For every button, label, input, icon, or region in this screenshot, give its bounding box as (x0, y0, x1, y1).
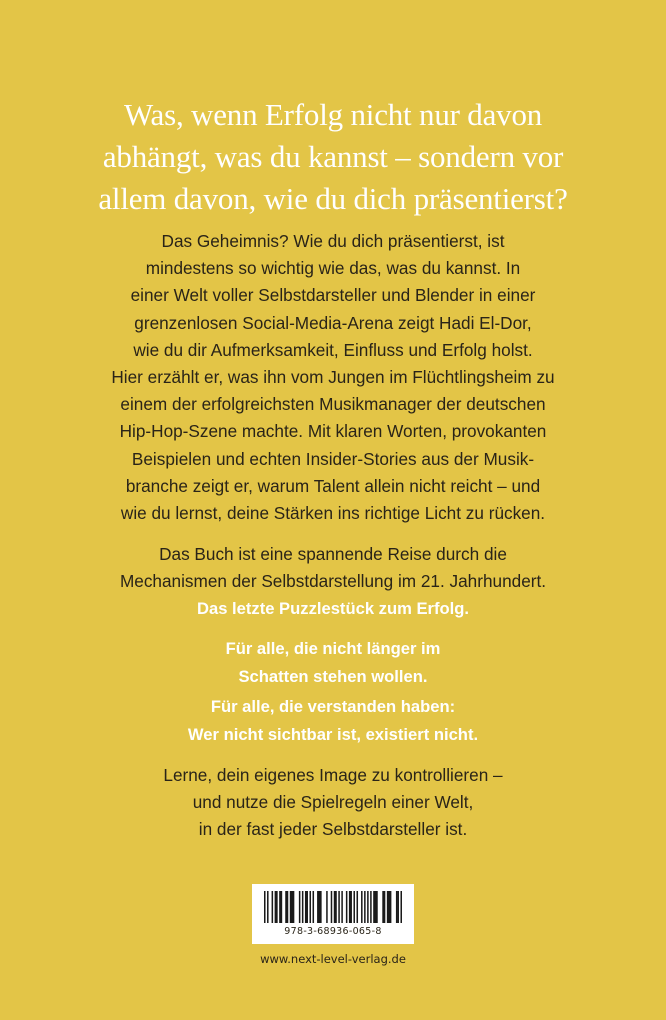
accent-shadow (40, 635, 626, 690)
barcode-bar (396, 891, 398, 923)
paragraph-line: Mechanismen der Selbstdarstellung im 21. Jahrhundert. (119, 571, 547, 592)
barcode-bar (299, 891, 301, 923)
barcode-bar (341, 891, 343, 923)
barcode-bar (305, 891, 308, 923)
paragraph-journey (40, 541, 626, 595)
barcode-bar (349, 891, 352, 923)
barcode-bar (313, 891, 315, 923)
barcode-bar (309, 891, 311, 923)
headline-line: Was, wenn Erfolg nicht nur davon (123, 97, 543, 132)
barcode-label (252, 884, 414, 944)
accent-visible (40, 693, 626, 748)
barcode-bar (373, 891, 378, 923)
accent-line: Schatten stehen wollen. (238, 666, 428, 686)
barcode-bar (370, 891, 372, 923)
barcode-bar (367, 891, 369, 923)
paragraph-line: in der fast jeder Selbstdarsteller ist. (198, 819, 468, 840)
barcode-bar (364, 891, 366, 923)
accent-line: Das letzte Puzzlestück zum Erfolg. (196, 599, 469, 618)
barcode-bar (267, 891, 269, 923)
isbn-number: 978-3-68936-065-8 (284, 926, 382, 937)
barcode-bar (302, 891, 304, 923)
barcode-bar (353, 891, 355, 923)
barcode-bar (326, 891, 328, 923)
paragraph-closing (40, 762, 626, 844)
paragraph-line: wie du dir Aufmerksamkeit, Einfluss und Erfolg holst. (133, 339, 533, 360)
paragraph-line: grenzenlosen Social-Media-Arena zeigt Hadi El-Dor, (134, 312, 532, 333)
barcode-bar (334, 891, 337, 923)
paragraph-line: Hip-Hop-Szene machte. Mit klaren Worten, provokanten (119, 421, 547, 442)
barcode-bar (331, 891, 333, 923)
paragraph-line: Das Geheimnis? Wie du dich präsentierst, ist (161, 231, 505, 251)
paragraph-line: Hier erzählt er, was ihn vom Jungen im Flüchtlingsheim zu (111, 367, 555, 387)
barcode-bar (317, 891, 322, 923)
barcode-bar (275, 891, 278, 923)
paragraph-line: mindestens so wichtig wie das, was du kannst. In (145, 258, 521, 279)
barcode-icon (264, 891, 402, 923)
paragraph-story (40, 364, 626, 527)
barcode-bar (400, 891, 402, 923)
barcode-bar (387, 891, 392, 923)
paragraph-line: branche zeigt er, warum Talent allein nicht reicht – und (125, 475, 541, 496)
accent-puzzle (40, 595, 626, 623)
paragraph-line: Das Buch ist eine spannende Reise durch die (159, 544, 507, 564)
accent-line: Für alle, die verstanden haben: (210, 697, 456, 716)
headline (40, 94, 626, 220)
accent-line: Für alle, die nicht länger im (225, 639, 441, 658)
paragraph-line: Lerne, dein eigenes Image zu kontrollieren – (163, 765, 503, 785)
barcode-bar (290, 891, 295, 923)
paragraph-secret (40, 228, 626, 364)
barcode-bar (272, 891, 274, 923)
paragraph-line: und nutze die Spielregeln einer Welt, (192, 792, 474, 813)
barcode-bar (285, 891, 288, 923)
barcode-bar (357, 891, 359, 923)
paragraph-line: einer Welt voller Selbstdarsteller und Blender in einer (130, 285, 536, 306)
accent-line: Wer nicht sichtbar ist, existiert nicht. (187, 724, 479, 744)
barcode-bar (338, 891, 340, 923)
barcode-bar (361, 891, 363, 923)
barcode-bar (279, 891, 282, 923)
barcode-bar (397, 891, 399, 923)
headline-line: abhängt, was du kannst – sondern vor (102, 139, 564, 174)
paragraph-line: einem der erfolgreichsten Musikmanager der deutschen (120, 394, 546, 415)
barcode-bar (264, 891, 266, 923)
barcode-bar (346, 891, 348, 923)
barcode-bar (382, 891, 385, 923)
publisher-website: www.next-level-verlag.de (260, 952, 406, 966)
paragraph-line: wie du lernst, deine Stärken ins richtige Licht zu rücken. (120, 503, 546, 524)
paragraph-line: Beispielen und echten Insider-Stories aus der Musik- (131, 448, 535, 469)
headline-line: allem davon, wie du dich präsentierst? (98, 181, 568, 216)
